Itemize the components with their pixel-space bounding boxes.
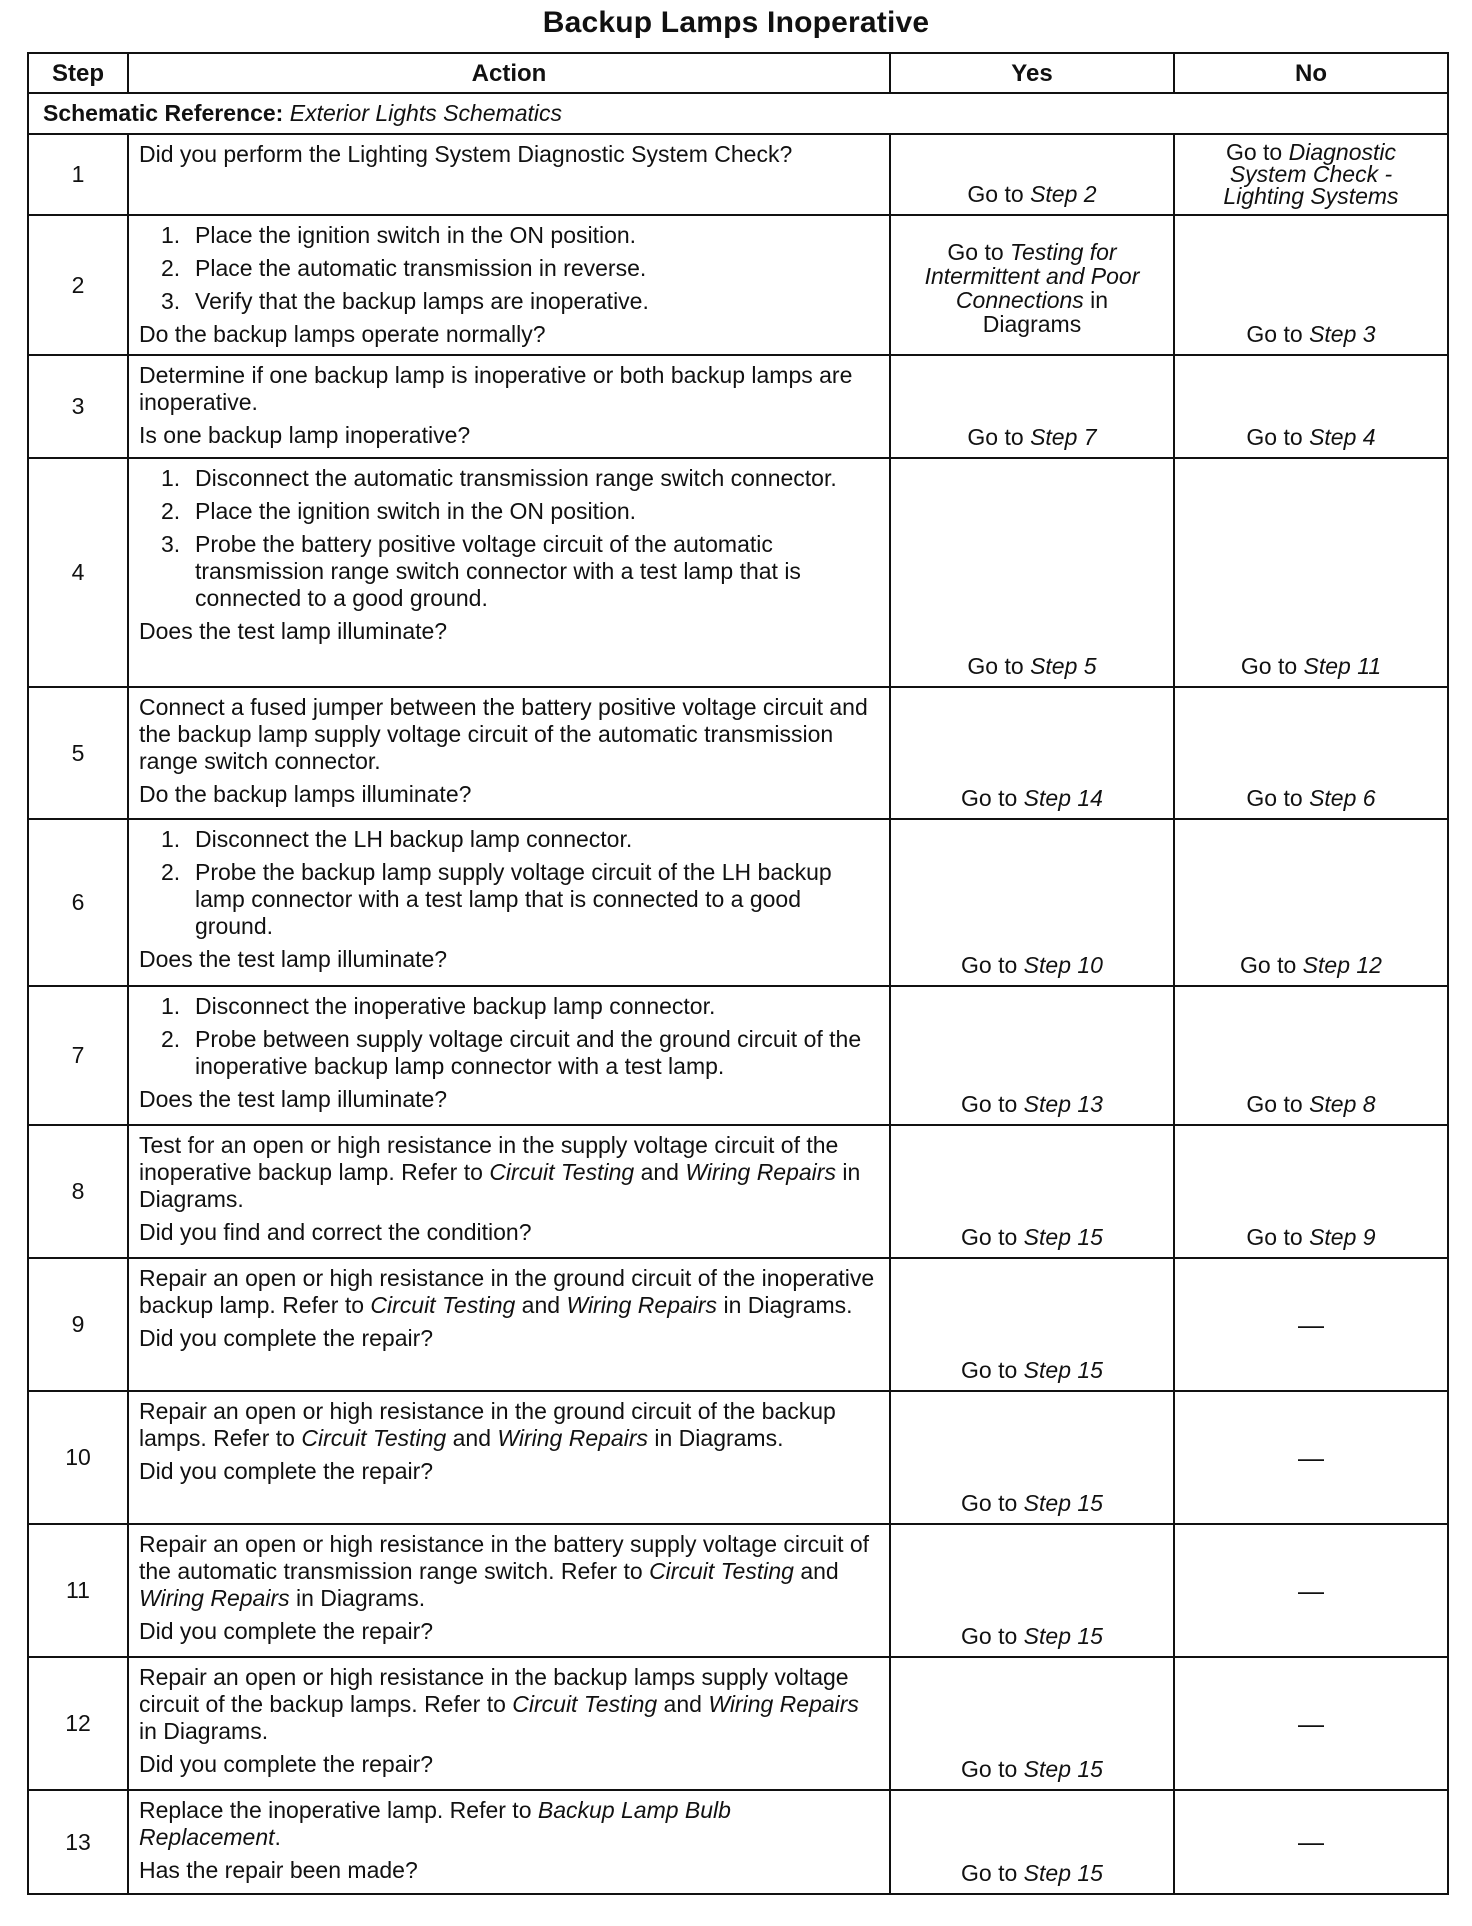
step-number: 5 bbox=[28, 687, 128, 819]
header-no: No bbox=[1174, 53, 1448, 93]
yes-cell: Go to Testing for Intermittent and Poor Connections in Diagrams bbox=[890, 215, 1174, 355]
no-cell: Go to Step 11 bbox=[1174, 458, 1448, 687]
schematic-reference bbox=[28, 93, 1448, 134]
yes-cell: Go to Step 7 bbox=[890, 355, 1174, 458]
step-number: 6 bbox=[28, 819, 128, 986]
no-cell: Go to Step 12 bbox=[1174, 819, 1448, 986]
table-row bbox=[28, 355, 1448, 458]
action-cell: Repair an open or high resistance in the battery supply voltage circuit of the automatic transmission range switch. Refer to Circuit Testing and Wiring Repairs in Diagrams. Did you complete the repair? bbox=[128, 1524, 890, 1657]
schematic-label: Schematic Reference: bbox=[43, 100, 284, 126]
step-number: 9 bbox=[28, 1258, 128, 1391]
list-item: 2. Probe the backup lamp supply voltage circuit of the LH backup lamp connector with a test lamp that is connected to a good ground. bbox=[161, 859, 832, 939]
yes-cell: Go to Step 15 bbox=[890, 1790, 1174, 1894]
action-cell: Replace the inoperative lamp. Refer to Backup Lamp Bulb Replacement. Has the repair been made? bbox=[128, 1790, 890, 1894]
yes-cell: Go to Step 15 bbox=[890, 1125, 1174, 1258]
no-cell: Go to Step 9 bbox=[1174, 1125, 1448, 1258]
table-row bbox=[28, 1258, 1448, 1391]
header-step: Step bbox=[28, 53, 128, 93]
list-item: 1. Disconnect the LH backup lamp connector. bbox=[161, 826, 633, 852]
table-row bbox=[28, 1790, 1448, 1894]
step-number: 11 bbox=[28, 1524, 128, 1657]
step-number: 2 bbox=[28, 215, 128, 355]
list-item: 3. Probe the battery positive voltage circuit of the automatic transmission range switch connector with a test lamp that is connected to a good ground. bbox=[161, 531, 801, 611]
action-cell: 1. Disconnect the inoperative backup lamp connector. 2. Probe between supply voltage circuit and the ground circuit of the inoperative backup lamp connector with a test lamp. Does the test lamp illuminate? bbox=[128, 986, 890, 1125]
step-number: 3 bbox=[28, 355, 128, 458]
no-cell: — bbox=[1174, 1524, 1448, 1657]
yes-cell: Go to Step 2 bbox=[890, 134, 1174, 215]
action-cell: Connect a fused jumper between the battery positive voltage circuit and the backup lamp supply voltage circuit of the automatic transmission range switch connector. Do the backup lamps illuminate? bbox=[128, 687, 890, 819]
action-cell: Determine if one backup lamp is inoperative or both backup lamps are inoperative. Is one backup lamp inoperative? bbox=[128, 355, 890, 458]
no-cell: Go to Diagnostic System Check - Lighting Systems bbox=[1174, 134, 1448, 215]
no-cell: — bbox=[1174, 1790, 1448, 1894]
no-cell: Go to Step 3 bbox=[1174, 215, 1448, 355]
table-row bbox=[28, 819, 1448, 986]
no-cell: — bbox=[1174, 1391, 1448, 1524]
action-text: Did you perform the Lighting System Diagnostic System Check? bbox=[139, 141, 793, 167]
schematic-link: Exterior Lights Schematics bbox=[289, 100, 563, 126]
page-title: Backup Lamps Inoperative bbox=[542, 6, 930, 39]
action-cell: Test for an open or high resistance in the supply voltage circuit of the inoperative backup lamp. Refer to Circuit Testing and Wiring Repairs in Diagrams. Did you find and correct the condition? bbox=[128, 1125, 890, 1258]
list-item: 1. Disconnect the automatic transmission range switch connector. bbox=[161, 465, 837, 491]
action-cell: Repair an open or high resistance in the ground circuit of the inoperative backup lamp. Refer to Circuit Testing and Wiring Repairs in Diagrams. Did you complete the repair? bbox=[128, 1258, 890, 1391]
table-row bbox=[28, 134, 1448, 215]
step-number: 10 bbox=[28, 1391, 128, 1524]
yes-cell: Go to Step 15 bbox=[890, 1524, 1174, 1657]
no-cell: Go to Step 8 bbox=[1174, 986, 1448, 1125]
yes-cell: Go to Step 5 bbox=[890, 458, 1174, 687]
no-dash: — bbox=[1298, 1309, 1324, 1339]
step-number: 8 bbox=[28, 1125, 128, 1258]
yes-cell: Go to Step 15 bbox=[890, 1391, 1174, 1524]
list-item: 1. Place the ignition switch in the ON position. bbox=[161, 222, 637, 248]
header-row bbox=[28, 53, 1448, 93]
no-step-link: Step 3 bbox=[1309, 321, 1376, 347]
action-cell: Repair an open or high resistance in the ground circuit of the backup lamps. Refer to Circuit Testing and Wiring Repairs in Diagrams. Did you complete the repair? bbox=[128, 1391, 890, 1524]
list-item: 2. Place the ignition switch in the ON position. bbox=[161, 498, 637, 524]
diagnostic-table bbox=[27, 52, 1449, 1895]
header-action: Action bbox=[128, 53, 890, 93]
yes-cell: Go to Step 15 bbox=[890, 1657, 1174, 1790]
step-number: 7 bbox=[28, 986, 128, 1125]
yes-cell: Go to Step 15 bbox=[890, 1258, 1174, 1391]
table-row bbox=[28, 687, 1448, 819]
no-cell: Go to Step 4 bbox=[1174, 355, 1448, 458]
table-row bbox=[28, 1657, 1448, 1790]
step-number: 1 bbox=[28, 134, 128, 215]
step-number: 4 bbox=[28, 458, 128, 687]
table-row bbox=[28, 986, 1448, 1125]
no-link: Diagnostic bbox=[1288, 139, 1397, 165]
schematic-row bbox=[28, 93, 1448, 134]
action-cell: 1. Disconnect the automatic transmission range switch connector. 2. Place the ignition switch in the ON position. 3. Probe the battery positive voltage circuit of the automatic transmission range switch connector with a test lamp that is connected to a good ground. Does the test lamp illuminate? bbox=[128, 458, 890, 687]
action-cell: Repair an open or high resistance in the backup lamps supply voltage circuit of the backup lamps. Refer to Circuit Testing and Wiring Repairs in Diagrams. Did you complete the repair? bbox=[128, 1657, 890, 1790]
list-item: 3. Verify that the backup lamps are inoperative. bbox=[161, 288, 649, 314]
step-number: 13 bbox=[28, 1790, 128, 1894]
no-cell: — bbox=[1174, 1657, 1448, 1790]
list-item: 1. Disconnect the inoperative backup lamp connector. bbox=[161, 993, 716, 1019]
action-cell bbox=[128, 215, 890, 355]
table-row bbox=[28, 1524, 1448, 1657]
header-yes: Yes bbox=[890, 53, 1174, 93]
list-item: 2. Probe between supply voltage circuit and the ground circuit of the inoperative backup lamp connector with a test lamp. bbox=[161, 1026, 862, 1079]
action-cell: 1. Disconnect the LH backup lamp connector. 2. Probe the backup lamp supply voltage circuit of the LH backup lamp connector with a test lamp that is connected to a good ground. Does the test lamp illuminate? bbox=[128, 819, 890, 986]
table-row bbox=[28, 458, 1448, 687]
step-number: 12 bbox=[28, 1657, 128, 1790]
table-row bbox=[28, 215, 1448, 355]
no-cell bbox=[1174, 1258, 1448, 1391]
table-row bbox=[28, 1391, 1448, 1524]
table-row bbox=[28, 1125, 1448, 1258]
yes-cell: Go to Step 14 bbox=[890, 687, 1174, 819]
no-cell: Go to Step 6 bbox=[1174, 687, 1448, 819]
yes-cell: Go to Step 10 bbox=[890, 819, 1174, 986]
yes-cell: Go to Step 13 bbox=[890, 986, 1174, 1125]
yes-step-link: Step 2 bbox=[1030, 181, 1097, 207]
action-cell bbox=[128, 134, 890, 215]
list-item: 2. Place the automatic transmission in reverse. bbox=[161, 255, 647, 281]
action-question: Do the backup lamps operate normally? bbox=[139, 321, 546, 347]
